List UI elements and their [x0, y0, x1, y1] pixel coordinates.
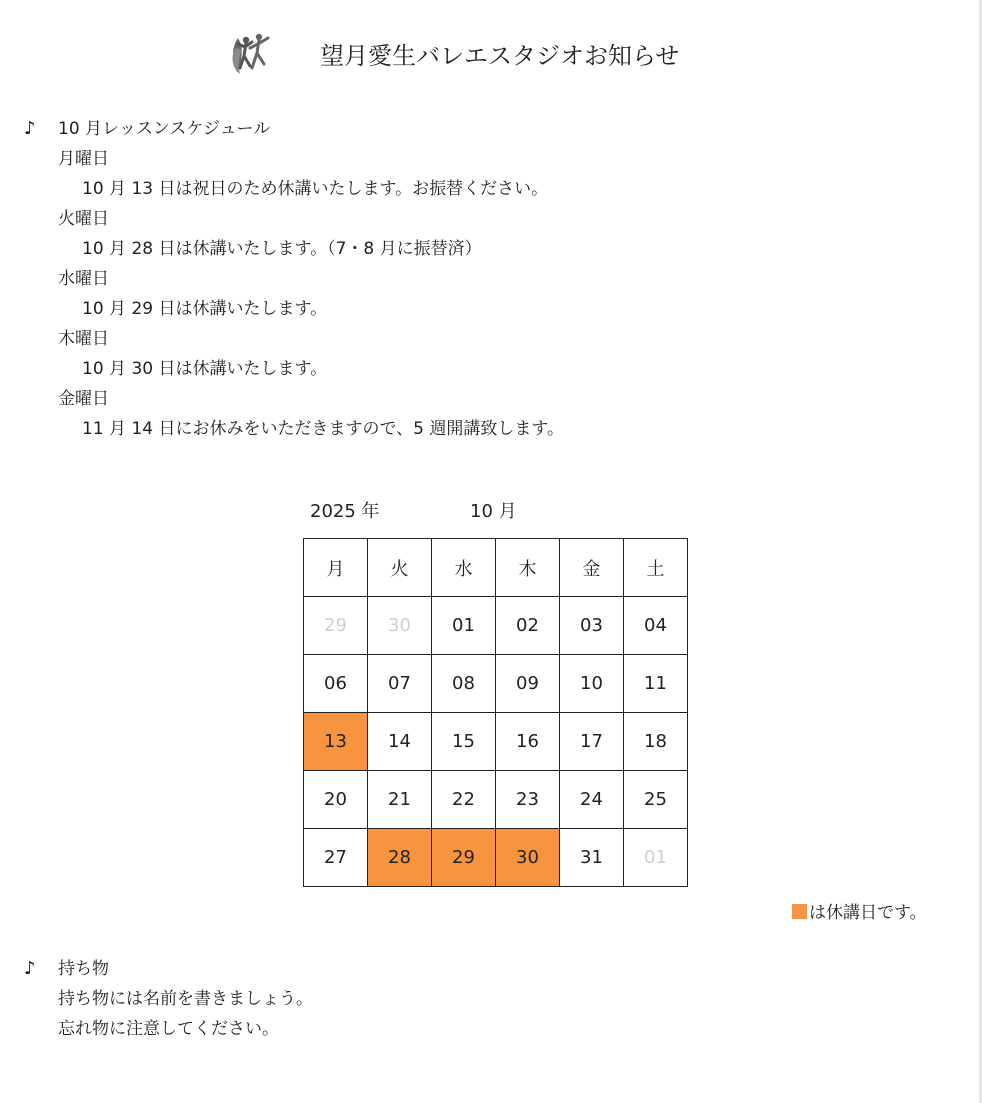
calendar-day-cell: 30: [496, 829, 560, 887]
calendar-day-cell: 29: [304, 597, 368, 655]
ballet-dancers-logo-icon: [228, 28, 274, 76]
calendar-day-cell: 11: [624, 655, 688, 713]
calendar-day-cell: 21: [368, 771, 432, 829]
calendar-month: 10 月: [470, 501, 517, 522]
weekday-notice: 10 月 29 日は休講いたします。: [82, 299, 328, 319]
belongings-line: 持ち物には名前を書きましょう。: [58, 989, 313, 1009]
weekday-notice: 10 月 30 日は休講いたします。: [82, 359, 328, 379]
schedule-heading-row: [24, 114, 564, 144]
weekday-label: 火曜日: [58, 209, 109, 229]
calendar-day-cell: 08: [432, 655, 496, 713]
calendar-legend: [792, 898, 927, 923]
calendar-day-cell: 24: [560, 771, 624, 829]
calendar-week-row: [304, 597, 688, 655]
calendar-day-cell: 28: [368, 829, 432, 887]
calendar-day-cell: 09: [496, 655, 560, 713]
calendar-day-cell: 10: [560, 655, 624, 713]
belongings-heading-row: [24, 954, 313, 984]
calendar-day-cell: 27: [304, 829, 368, 887]
calendar-day-cell: 22: [432, 771, 496, 829]
calendar-day-cell: 31: [560, 829, 624, 887]
calendar-day-cell: 30: [368, 597, 432, 655]
belongings-section: [24, 954, 313, 1044]
legend-text: は休講日です。: [809, 903, 927, 923]
music-note-icon: ♪: [24, 118, 36, 139]
calendar-week-row: [304, 829, 688, 887]
calendar-day-cell: 01: [624, 829, 688, 887]
schedule-section: [24, 114, 564, 444]
weekday-header: 土: [624, 539, 688, 597]
calendar-weekday-row: [304, 539, 688, 597]
calendar-week-row: [304, 655, 688, 713]
calendar-day-cell: 16: [496, 713, 560, 771]
weekday-label: 月曜日: [58, 149, 109, 169]
belongings-heading: 持ち物: [58, 959, 109, 979]
weekday-notice: 10 月 13 日は祝日のため休講いたします。お振替ください。: [82, 179, 549, 199]
calendar-day-cell: 23: [496, 771, 560, 829]
closed-day-swatch: [792, 904, 807, 919]
weekday-notice: 11 月 14 日にお休みをいただきますので、5 週開講致します。: [82, 419, 564, 439]
calendar-day-cell: 13: [304, 713, 368, 771]
page-title: 望月愛生バレエスタジオお知らせ: [320, 42, 680, 70]
calendar-week-row: [304, 771, 688, 829]
calendar-day-cell: 06: [304, 655, 368, 713]
belongings-line: 忘れ物に注意してください。: [58, 1019, 279, 1039]
calendar-day-cell: 01: [432, 597, 496, 655]
weekday-header: 火: [368, 539, 432, 597]
schedule-heading: 10 月レッスンスケジュール: [58, 119, 271, 139]
calendar-week-row: [304, 713, 688, 771]
calendar-day-cell: 18: [624, 713, 688, 771]
calendar-year: 2025 年: [310, 501, 380, 522]
calendar-day-cell: 17: [560, 713, 624, 771]
weekday-header: 月: [304, 539, 368, 597]
calendar-day-cell: 20: [304, 771, 368, 829]
october-calendar: [303, 538, 688, 887]
calendar-day-cell: 15: [432, 713, 496, 771]
weekday-header: 金: [560, 539, 624, 597]
weekday-notice: 10 月 28 日は休講いたします。（7・8 月に振替済）: [82, 239, 482, 259]
weekday-header: 水: [432, 539, 496, 597]
calendar-day-cell: 29: [432, 829, 496, 887]
calendar-day-cell: 02: [496, 597, 560, 655]
music-note-icon: ♪: [24, 958, 36, 979]
weekday-header: 木: [496, 539, 560, 597]
calendar-day-cell: 07: [368, 655, 432, 713]
calendar-day-cell: 04: [624, 597, 688, 655]
calendar-day-cell: 03: [560, 597, 624, 655]
weekday-label: 水曜日: [58, 269, 109, 289]
weekday-label: 木曜日: [58, 329, 109, 349]
calendar-day-cell: 25: [624, 771, 688, 829]
calendar-day-cell: 14: [368, 713, 432, 771]
weekday-label: 金曜日: [58, 389, 109, 409]
